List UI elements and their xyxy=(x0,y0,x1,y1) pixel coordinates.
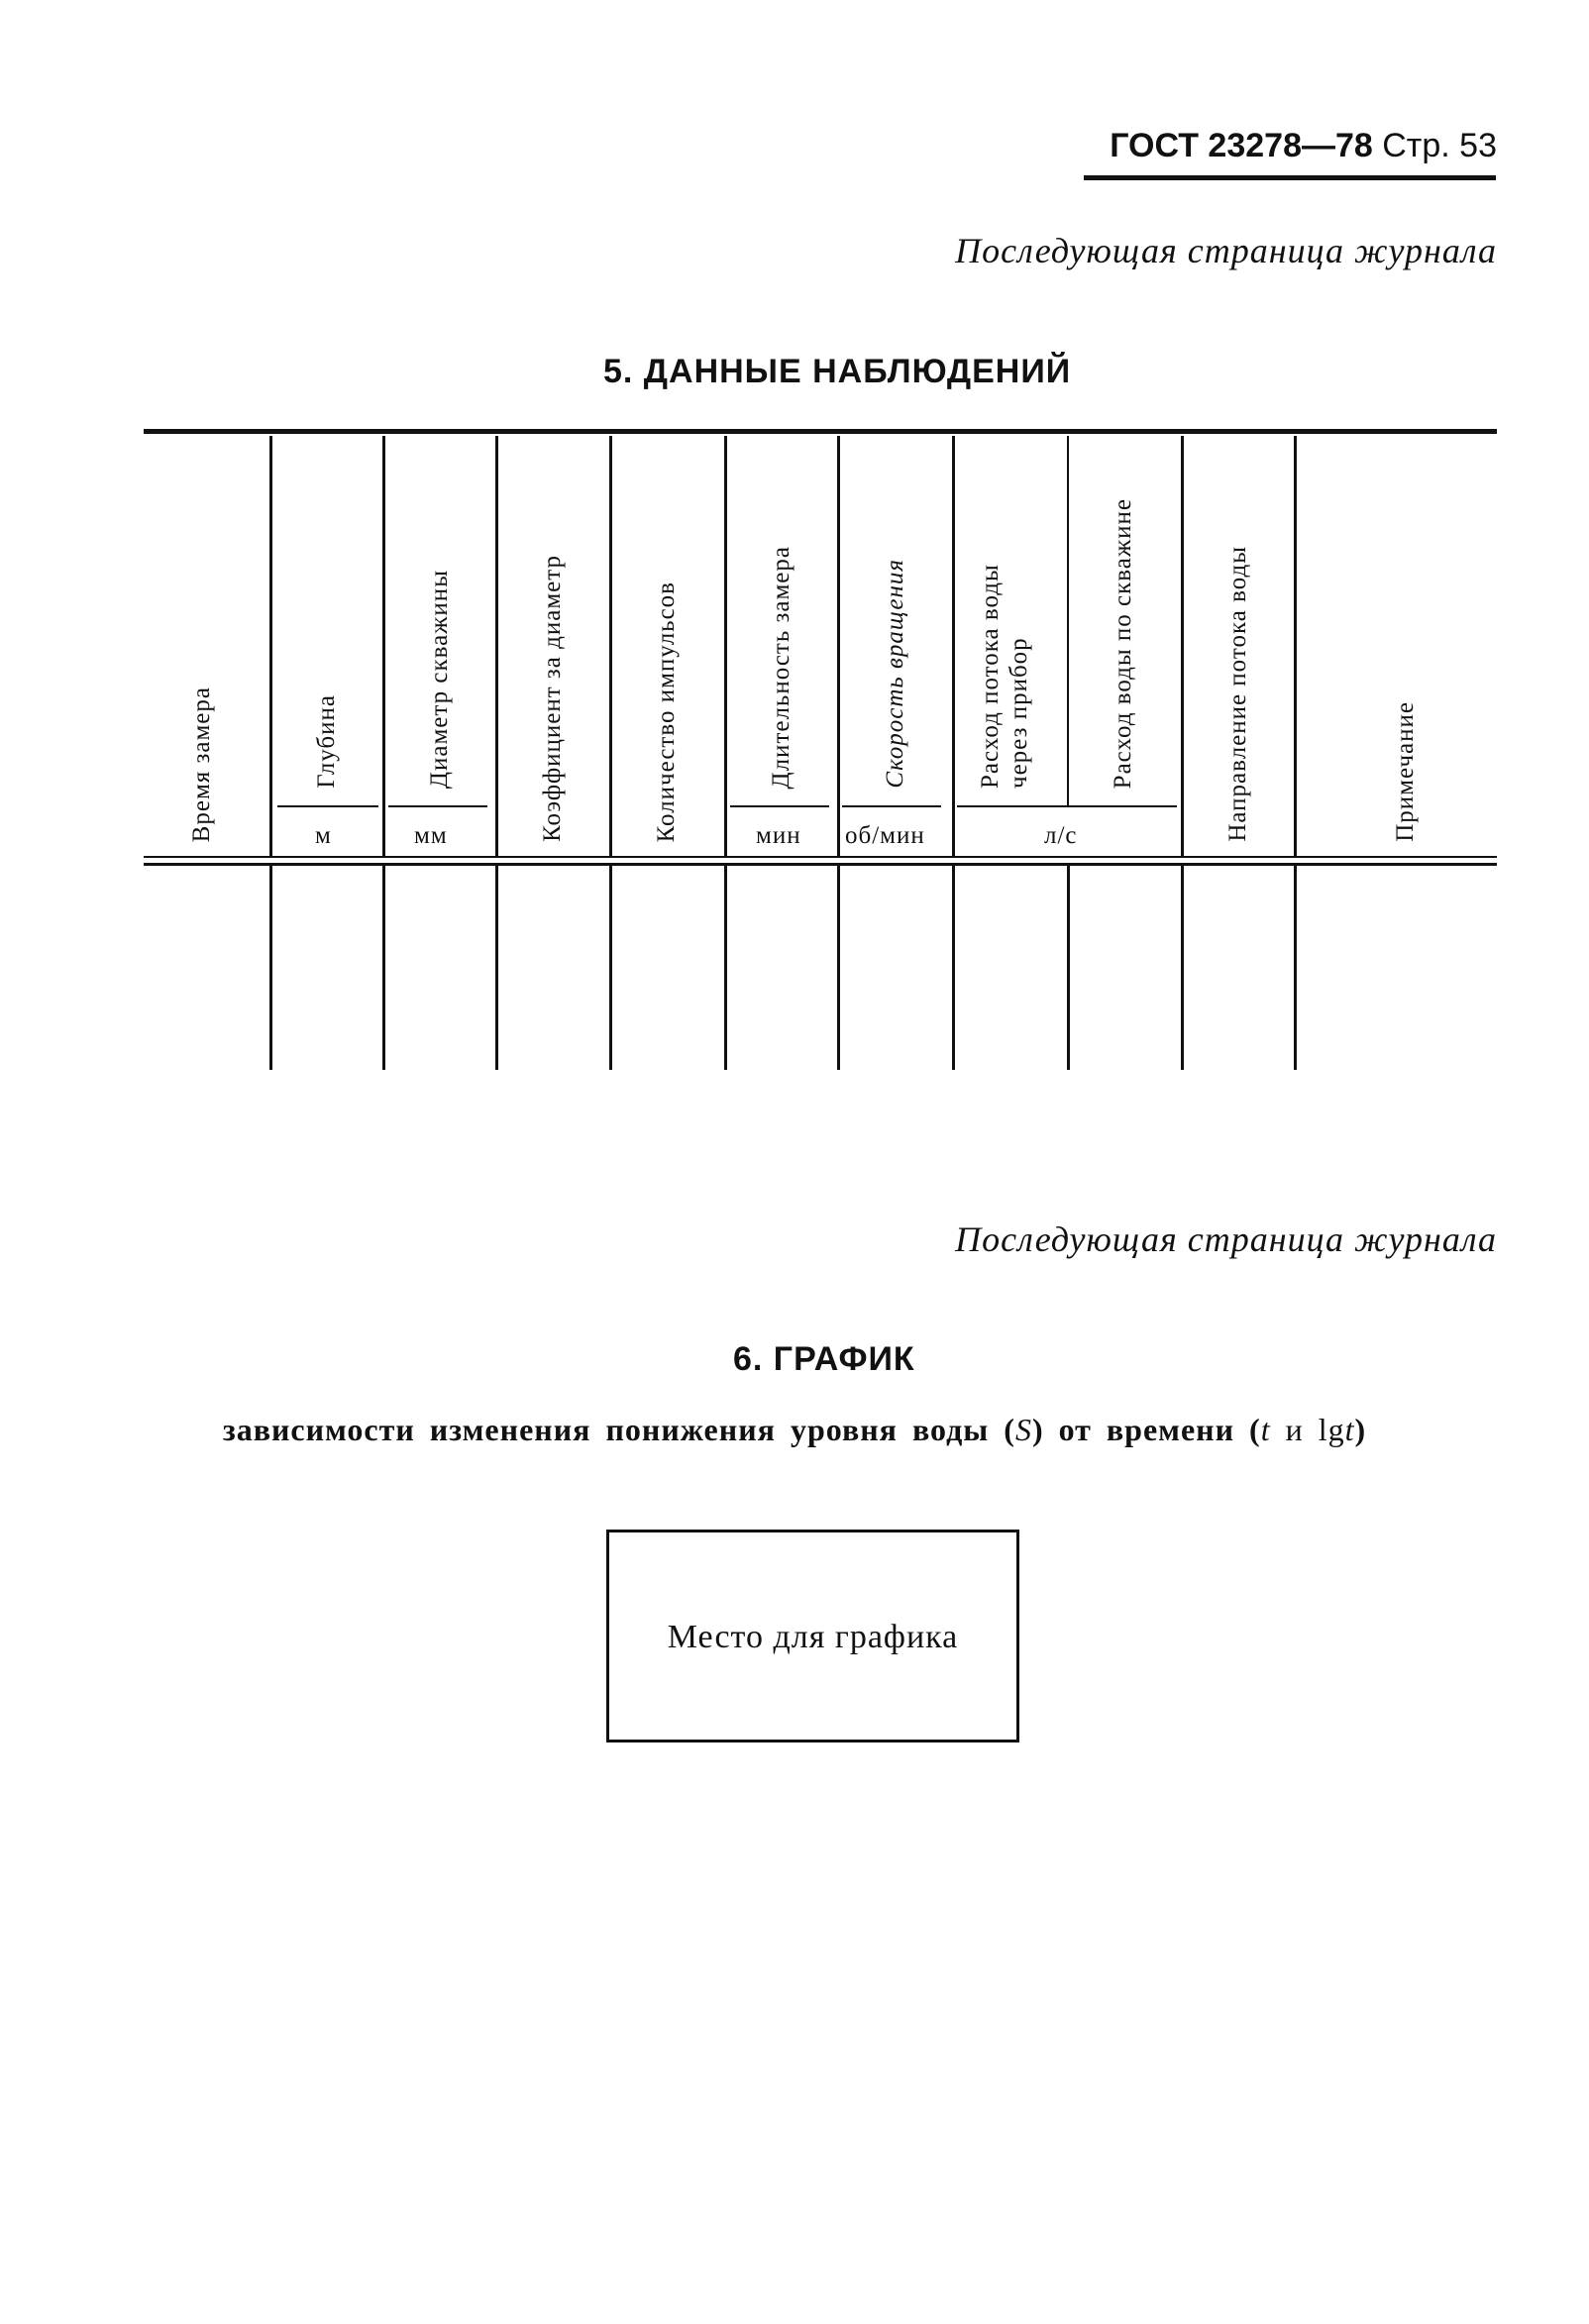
unit-rotation: об/мин xyxy=(845,822,925,849)
journal-note-top: Последующая страница журнала xyxy=(955,231,1497,270)
caption-t: t xyxy=(1260,1412,1271,1447)
col-divider-8 xyxy=(1067,436,1069,806)
col-header-note: Примечание xyxy=(1392,701,1419,842)
body-divider-7 xyxy=(952,866,955,1070)
graph-caption xyxy=(0,1412,1589,1448)
unit-depth: м xyxy=(315,822,332,849)
table-top-rule xyxy=(144,429,1497,434)
body-divider-1 xyxy=(269,866,272,1070)
journal-note-bottom: Последующая страница журнала xyxy=(955,1219,1497,1259)
unit-line-duration xyxy=(730,805,829,807)
table-header-rule-1 xyxy=(144,856,1497,858)
col-divider-10 xyxy=(1294,436,1297,856)
unit-duration: мин xyxy=(756,822,801,849)
header-underline xyxy=(1084,175,1496,180)
col-header-duration: Длительность замера xyxy=(768,545,794,789)
body-divider-9 xyxy=(1181,866,1184,1070)
section5-title: 5. ДАННЫЕ НАБЛЮДЕНИЙ xyxy=(603,353,1072,390)
caption-prefix: зависимости изменения понижения уровня воды ( xyxy=(222,1412,1015,1447)
unit-line-rotation xyxy=(842,805,941,807)
col-header-rotation: Скорость вращения xyxy=(882,559,908,789)
col-header-coefficient: Коэффициент за диаметр xyxy=(539,555,566,842)
section6-title: 6. ГРАФИК xyxy=(733,1340,915,1378)
unit-flow: л/с xyxy=(1044,822,1078,849)
page-header xyxy=(1110,127,1497,165)
caption-t2: t xyxy=(1344,1412,1355,1447)
col-divider-9 xyxy=(1181,436,1184,856)
col-header-direction: Направление потока воды xyxy=(1224,546,1251,842)
col-header-flow-device: Расход потока воды через прибор xyxy=(977,564,1032,789)
body-divider-10 xyxy=(1294,866,1297,1070)
graph-box-top xyxy=(606,1530,1019,1532)
col-header-depth: Глубина xyxy=(313,694,340,789)
page-number: Стр. 53 xyxy=(1382,127,1497,164)
graph-placeholder-label: Место для графика xyxy=(667,1619,959,1655)
graph-placeholder-box xyxy=(606,1530,1019,1743)
body-divider-6 xyxy=(837,866,840,1070)
col-divider-6 xyxy=(837,436,840,856)
col-divider-3 xyxy=(495,436,498,856)
col-header-flow-well: Расход воды по скважине xyxy=(1110,497,1136,789)
caption-and: и lg xyxy=(1270,1412,1345,1447)
body-divider-8 xyxy=(1067,866,1070,1070)
unit-diameter: мм xyxy=(414,822,448,849)
unit-line-depth xyxy=(277,805,378,807)
col-header-time: Время замера xyxy=(188,686,215,842)
col-divider-1 xyxy=(269,436,272,856)
col-divider-5 xyxy=(724,436,727,856)
graph-box-bottom xyxy=(606,1740,1019,1743)
col-header-diameter: Диаметр скважины xyxy=(426,569,453,789)
col-divider-4 xyxy=(609,436,612,856)
unit-line-diameter xyxy=(388,805,487,807)
caption-s: S xyxy=(1014,1412,1032,1447)
body-divider-5 xyxy=(724,866,727,1070)
caption-end: ) xyxy=(1354,1412,1367,1447)
col-divider-2 xyxy=(382,436,385,856)
body-divider-4 xyxy=(609,866,612,1070)
body-divider-2 xyxy=(382,866,385,1070)
col-divider-7 xyxy=(952,436,955,856)
body-divider-3 xyxy=(495,866,498,1070)
standard-number: ГОСТ 23278—78 xyxy=(1110,127,1373,164)
col-header-impulses: Количество импульсов xyxy=(653,581,680,842)
caption-mid: ) от времени ( xyxy=(1031,1412,1261,1447)
